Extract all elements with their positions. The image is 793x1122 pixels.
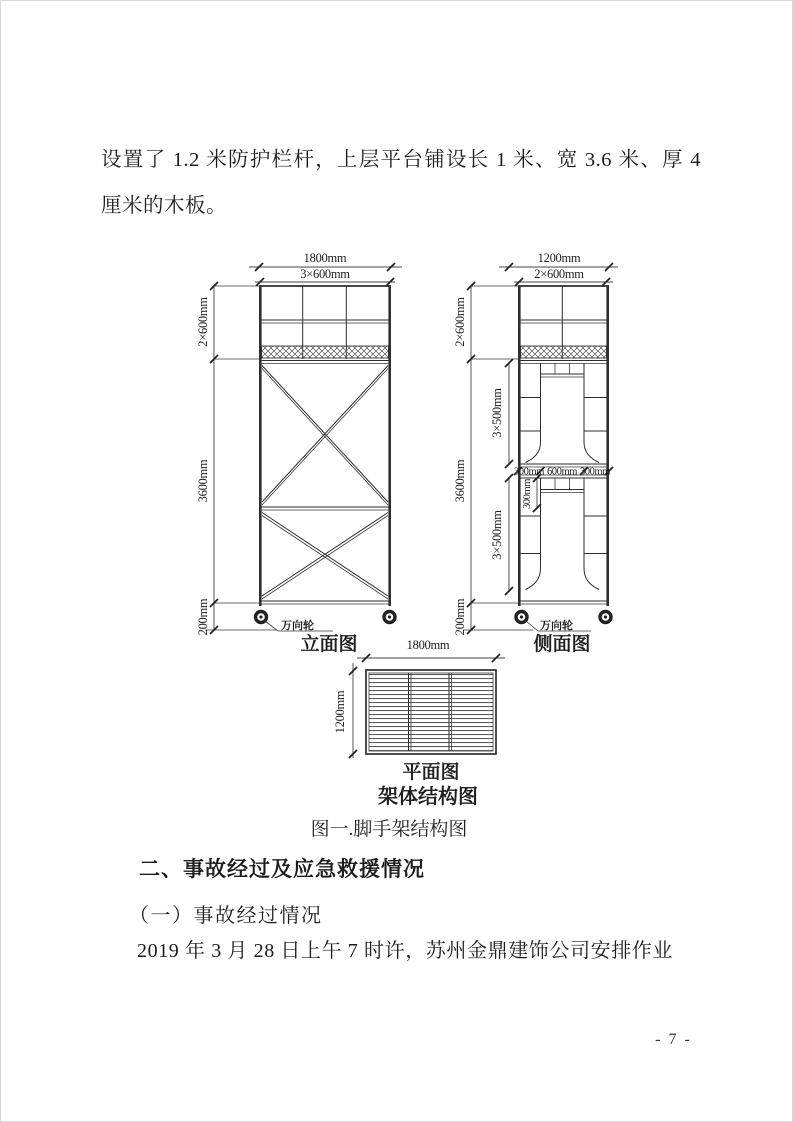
side-caster-label: 万向轮 (540, 620, 573, 632)
elevation-caster-label: 万向轮 (281, 620, 314, 632)
plan-dim-width: 1800mm (406, 638, 450, 652)
elevation-dim-width-bays: 3×600mm (300, 267, 350, 281)
side-dim-width-total: 1200mm (537, 251, 581, 265)
side-dim-mid-right: 300mm (579, 466, 611, 478)
page-number: - 7 - (655, 1031, 692, 1048)
figure-caption: 图一.脚手架结构图 (310, 819, 468, 840)
side-dim-top-height: 2×600mm (453, 297, 467, 347)
side-view-label: 侧面图 (533, 634, 591, 655)
body-paragraph: 2019 年 3 月 28 日上午 7 时许，苏州金鼎建饰公司安排作业 (137, 940, 673, 962)
side-dim-lintel: 300mm (522, 478, 533, 510)
subsection-heading: （一）事故经过情况 (129, 905, 323, 927)
section-heading: 二、事故经过及应急救援情况 (139, 858, 425, 881)
elevation-view (196, 251, 402, 655)
plan-dim-depth: 1200mm (333, 690, 347, 734)
elevation-dim-caster-height: 200mm (196, 598, 210, 636)
plan-view-label: 平面图 (402, 762, 460, 783)
side-dim-main-height: 3600mm (453, 459, 467, 503)
elevation-dim-width-total: 1800mm (303, 251, 347, 265)
side-frame (514, 286, 613, 606)
side-dim-mid-left: 300mm (513, 466, 545, 478)
elevation-platform-hatch (262, 346, 389, 358)
side-platform-hatch (521, 346, 607, 358)
side-dim-rung-lower: 3×500mm (490, 510, 504, 560)
elevation-view-label: 立面图 (300, 634, 358, 655)
side-view (453, 251, 618, 655)
elevation-dim-main-height: 3600mm (196, 459, 210, 503)
plan-view (333, 638, 505, 783)
side-dim-caster-height: 200mm (453, 598, 467, 636)
intro-paragraph: 设置了 1.2 米防护栏杆，上层平台铺设长 1 米、宽 3.6 米、厚 4 厘米的木板。 (101, 149, 701, 217)
plan-plank-deck (369, 673, 493, 751)
side-dimensions (453, 251, 618, 635)
side-dim-mid-center: 600mm (546, 466, 578, 478)
side-dim-rung-upper: 3×500mm (490, 388, 504, 438)
elevation-caster-wheels (256, 612, 396, 633)
elevation-dimensions (196, 251, 402, 635)
figure-structure-title: 架体结构图 (378, 786, 478, 808)
side-dim-width-bays: 2×600mm (534, 267, 584, 281)
scaffold-structure-figure (181, 246, 681, 846)
side-caster-wheels (516, 612, 611, 633)
elevation-frame (259, 286, 391, 606)
elevation-dim-top-height: 2×600mm (196, 297, 210, 347)
plan-frame (366, 670, 496, 754)
